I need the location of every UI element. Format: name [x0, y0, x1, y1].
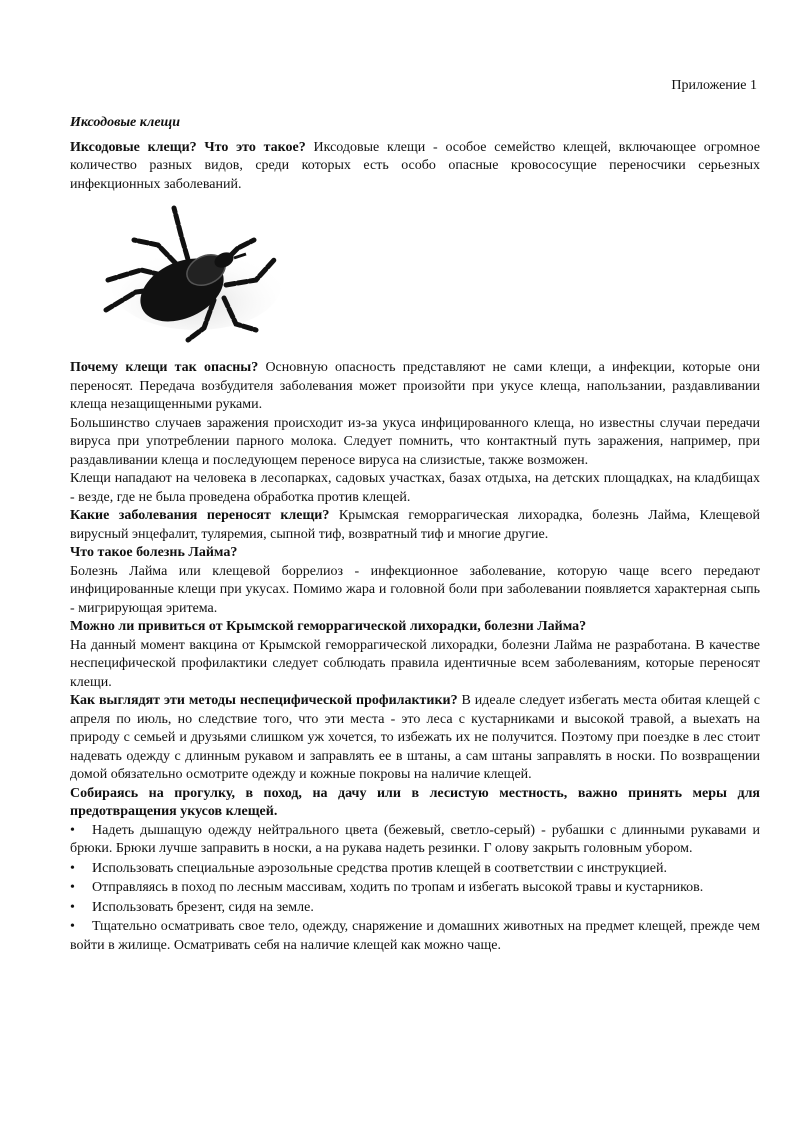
- list-item-text: Использовать брезент, сидя на земле.: [92, 899, 314, 915]
- infection-paragraph: Большинство случаев заражения происходит из-за укуса инфицированного клеща, но известны случаи передачи вируса при употреблении парного молока. Следует помнить, что контактный путь заражения, например, при раздавливании клеща и последующем переносе вируса на слизистые, также возможен.: [70, 415, 760, 468]
- document-body: [70, 114, 760, 955]
- walk-heading: Собираясь на прогулку, в поход, на дачу или в лесистую местность, важно принять меры для предотвращения укусов клещей.: [70, 785, 760, 819]
- places-paragraph: Клещи нападают на человека в лесопарках, садовых участках, базах отдыха, на детских площадках, на кладбищах - везде, где не была проведена обработка против клещей.: [70, 471, 760, 505]
- list-item-text: Надеть дышащую одежду нейтрального цвета (бежевый, светло-серый) - рубашки с длинными рукавами и брюки. Брюки лучше заправить в носки, а на рукава надеть резинки. Г олову закрыть головным убором.: [70, 822, 760, 856]
- danger-paragraph: [70, 359, 760, 415]
- list-item: [70, 860, 760, 879]
- bullet-icon: •: [70, 822, 75, 838]
- list-item: [70, 822, 760, 859]
- list-item: [70, 899, 760, 918]
- lyme-paragraph: Болезнь Лайма или клещевой боррелиоз - инфекционное заболевание, которую чаще всего передают инфицированные клещи при укусах. Помимо жара и головной боли при заболевании появляется характерная сыпь - мигрирующая эритема.: [70, 563, 760, 616]
- bullet-icon: •: [70, 860, 75, 876]
- list-item-text: Тщательно осматривать свое тело, одежду, снаряжение и домашних животных на предмет клещей, прежде чем войти в жилище. Осматривать себя на наличие клещей как можно чаще.: [70, 919, 760, 953]
- intro-question: Иксодовые клещи? Что это такое?: [70, 139, 306, 155]
- intro-paragraph: [70, 139, 760, 195]
- bullet-icon: •: [70, 919, 75, 934]
- bullet-icon: •: [70, 899, 75, 915]
- lyme-heading: Что такое болезнь Лайма?: [70, 545, 238, 560]
- methods-question: Как выглядят эти методы неспецифической профилактики?: [70, 693, 458, 708]
- tick-icon: [96, 200, 286, 350]
- list-item-text: Использовать специальные аэрозольные средства против клещей в соответствии с инструкцией.: [92, 860, 668, 876]
- methods-text: В идеале следует избегать места обитая клещей с апреля по июль, но следствие того, что эти места - это леса с кустарниками и высокой травой, а выехать на природу с семьей и друзьями слишком уж хочется, то избежать их не получится. Поэтому при поездке в лес стоит надевать одежду с длинным рукавом и заправлять ее в штаны, а сам штаны заправлять в носки. По возвращении домой обязательно осмотрите одежду и кожные покровы на наличие клещей.: [70, 693, 761, 782]
- list-item-text: Отправляясь в поход по лесным массивам, ходить по тропам и избегать высокой травы и кустарников.: [92, 880, 704, 895]
- diseases-text: Крымская геморрагическая лихорадка, болезнь Лайма, Клещевой вирусный энцефалит, туляремия, сыпной тиф, возвратный тиф и многие другие.: [70, 508, 760, 542]
- list-item: [70, 918, 760, 955]
- list-item: [70, 879, 760, 898]
- bullet-icon: •: [70, 880, 75, 895]
- diseases-paragraph: [70, 507, 760, 544]
- tick-illustration: [70, 194, 760, 359]
- intro-text: Иксодовые клещи - особое семейство клещей, включающее огромное количество разных видов, среди которых есть особо опасные кровососущие переносчики серьезных инфекционных заболеваний.: [70, 139, 760, 192]
- vaccine-paragraph: На данный момент вакцина от Крымской геморрагической лихорадки, болезни Лайма не разработана. В качестве неспецифической профилактики следует соблюдать правила идентичные всем заболеваниям, которые переносят клещи.: [70, 637, 760, 690]
- diseases-question: Какие заболевания переносят клещи?: [70, 508, 330, 523]
- methods-paragraph: [70, 692, 760, 785]
- vaccine-heading: Можно ли привиться от Крымской геморрагической лихорадки, болезни Лайма?: [70, 619, 587, 634]
- appendix-label: Приложение 1: [671, 78, 757, 93]
- danger-question: Почему клещи так опасны?: [70, 360, 259, 375]
- document-title: Иксодовые клещи: [70, 115, 180, 130]
- danger-text: Основную опасность представляют не сами клещи, а инфекции, которые они переносят. Передача возбудителя заболевания может произойти при укусе клеща, напользании, раздавливании клеща незащищенными руками.: [70, 360, 760, 412]
